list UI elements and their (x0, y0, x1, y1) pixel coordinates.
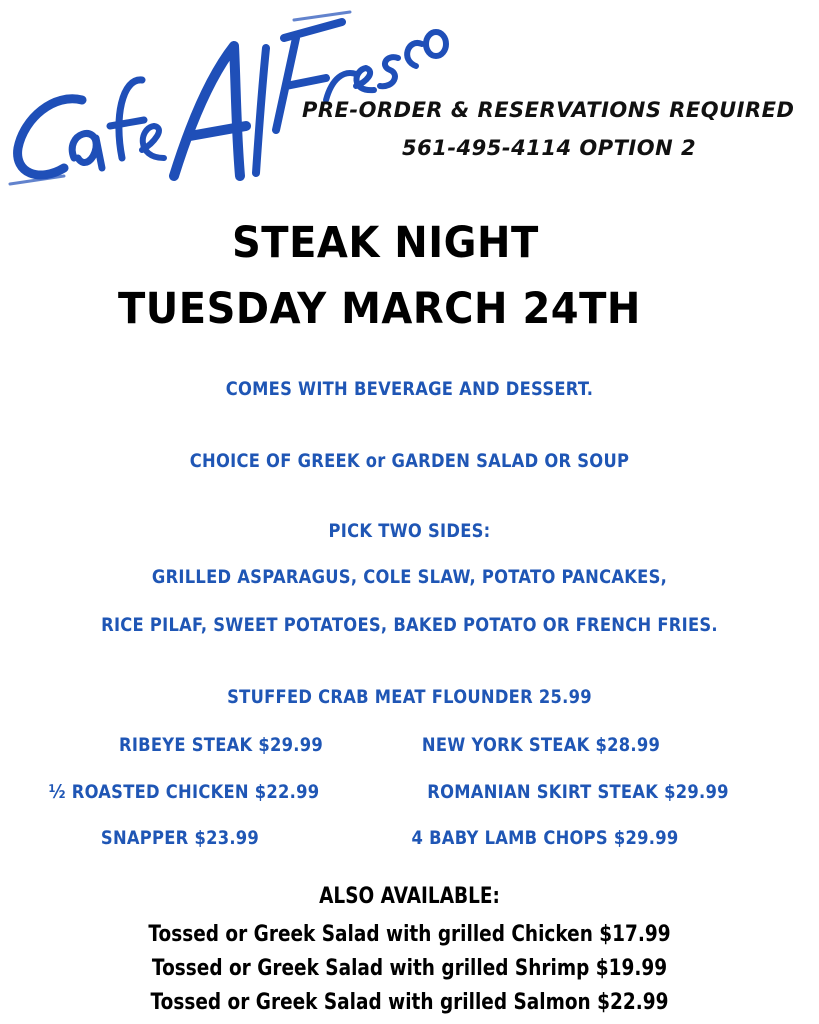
includes-note: COMES WITH BEVERAGE AND DESSERT. (225, 378, 594, 400)
event-date: TUESDAY MARCH 24TH (118, 284, 641, 334)
entree-skirt-steak: ROMANIAN SKIRT STEAK $29.99 (427, 781, 729, 803)
also-available-item: Tossed or Greek Salad with grilled Chicken $17.99 (148, 922, 671, 947)
sides-line-1: GRILLED ASPARAGUS, COLE SLAW, POTATO PANCAKES, (151, 566, 668, 588)
featured-entree: STUFFED CRAB MEAT FLOUNDER 25.99 (227, 686, 592, 708)
phone-number: 561-495-4114 OPTION 2 (402, 136, 697, 160)
sides-line-2: RICE PILAF, SWEET POTATOES, BAKED POTATO OR FRENCH FRIES. (101, 614, 718, 636)
event-title: STEAK NIGHT (232, 218, 539, 268)
entree-new-york: NEW YORK STEAK $28.99 (421, 734, 661, 756)
entree-snapper: SNAPPER $23.99 (100, 827, 260, 849)
reservation-note: PRE-ORDER & RESERVATIONS REQUIRED (302, 98, 795, 122)
also-available-heading: ALSO AVAILABLE: (319, 884, 500, 909)
also-available-item: Tossed or Greek Salad with grilled Shrimp $19.99 (151, 956, 668, 981)
entree-ribeye: RIBEYE STEAK $29.99 (118, 734, 323, 756)
sides-heading: PICK TWO SIDES: (328, 520, 491, 542)
entree-lamb-chops: 4 BABY LAMB CHOPS $29.99 (411, 827, 679, 849)
entree-roasted-chicken: ½ ROASTED CHICKEN $22.99 (48, 781, 320, 803)
salad-choice: CHOICE OF GREEK or GARDEN SALAD OR SOUP (189, 450, 630, 472)
also-available-item: Tossed or Greek Salad with grilled Salmon $22.99 (150, 990, 669, 1015)
